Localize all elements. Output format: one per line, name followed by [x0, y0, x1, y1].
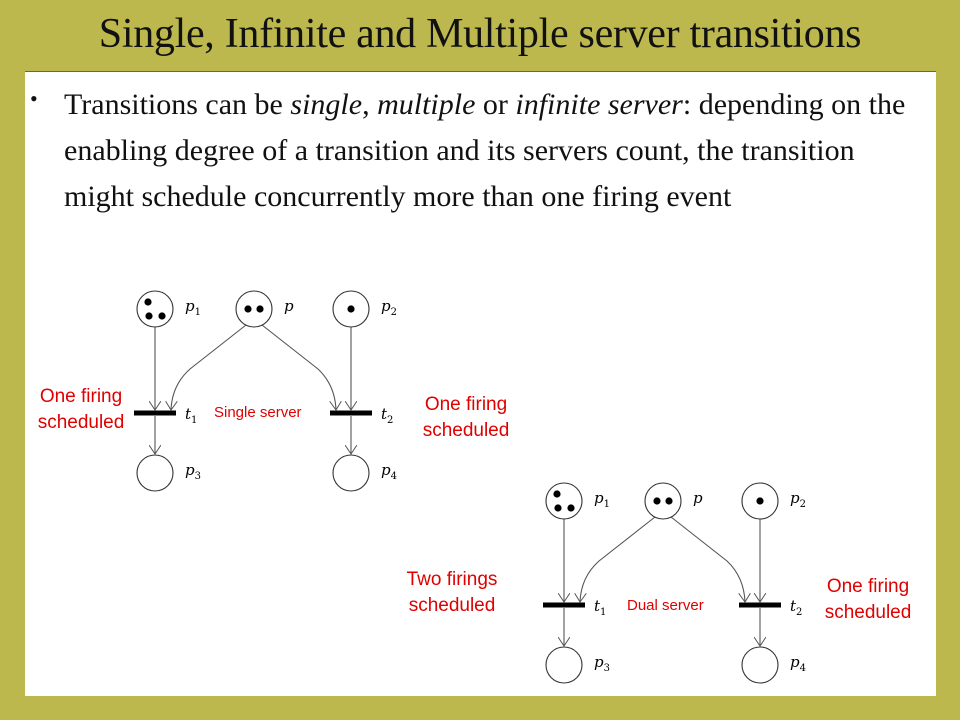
petri-net-dual-server [543, 483, 806, 683]
token-p1 [553, 490, 560, 497]
bullet-text-part: : depending on the enabling degree of a transition and its servers count, the transition might schedule concurrently more than one firing event [64, 88, 906, 213]
single-server-label: Single server [214, 404, 302, 421]
term-single: single [290, 88, 363, 121]
token-p1 [145, 312, 152, 319]
place-label-p1: $p_1$ [185, 297, 201, 318]
transition-t1 [543, 603, 585, 608]
place-p1 [546, 483, 582, 519]
transition-t2 [739, 603, 781, 608]
place-label-p: p [693, 489, 703, 507]
bullet-icon: • [30, 86, 38, 111]
arc-p-t1 [580, 517, 655, 602]
d1-left-note: One firing scheduled [37, 386, 125, 433]
transition-label-t2: $t_2$ [381, 405, 394, 426]
place-p1 [137, 291, 173, 327]
d1-right-note: One firing scheduled [422, 394, 510, 441]
place-label-p4: $p_4$ [790, 653, 806, 674]
bullet-text-part: or [475, 88, 516, 121]
token-p2 [347, 305, 354, 312]
place-label-p3: $p_3$ [594, 653, 610, 674]
place-label-p2: $p_2$ [790, 489, 806, 510]
arc-p-t2 [671, 517, 745, 602]
token-p1 [158, 312, 165, 319]
place-label-p1: $p_1$ [594, 489, 610, 510]
transition-label-t1: $t_1$ [594, 597, 607, 618]
token-p1 [567, 504, 574, 511]
place-p3 [137, 455, 173, 491]
arc-p-t2 [262, 325, 336, 410]
d2-left-note: Two firings scheduled [406, 569, 498, 616]
transition-t2 [330, 411, 372, 416]
place-label-p4: $p_4$ [381, 461, 397, 482]
transition-label-t2: $t_2$ [790, 597, 803, 618]
bullet-text-part: Transitions can be [64, 88, 291, 121]
token-p2 [756, 497, 763, 504]
place-p4 [333, 455, 369, 491]
place-label-p3: $p_3$ [185, 461, 201, 482]
place-p3 [546, 647, 582, 683]
arc-p-t1 [171, 325, 246, 410]
place-p4 [742, 647, 778, 683]
slide-title: Single, Infinite and Multiple server transitions [98, 11, 862, 57]
bullet-text-part: , [362, 88, 378, 121]
transition-t1 [134, 411, 176, 416]
place-label-p2: $p_2$ [381, 297, 397, 318]
d2-right-note: One firing scheduled [824, 576, 912, 623]
term-multiple: multiple [377, 88, 476, 121]
token-p [665, 497, 672, 504]
place-p [236, 291, 272, 327]
token-p [244, 305, 251, 312]
place-label-p: p [284, 297, 294, 315]
token-p [256, 305, 263, 312]
token-p1 [554, 504, 561, 511]
token-p [653, 497, 660, 504]
token-p1 [144, 298, 151, 305]
dual-server-label: Dual server [627, 597, 704, 614]
petri-net-single-server [134, 291, 397, 491]
term-infinite-server: infinite server [515, 88, 683, 121]
place-p [645, 483, 681, 519]
transition-label-t1: $t_1$ [185, 405, 198, 426]
